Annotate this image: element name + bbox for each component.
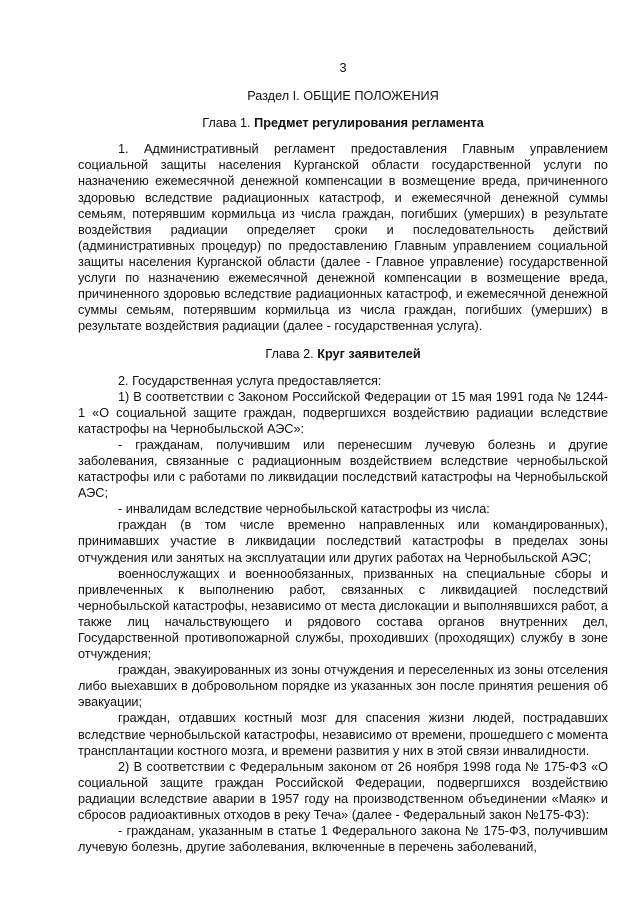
paragraph-4: - гражданам, получившим или перенесшим лучевую болезнь и другие заболевания, связанные с радиационным воздействием вследствие чернобыльской катастрофы или с работами по ликвидации последствий катастрофы на Чернобыльской АЭС; (78, 437, 608, 501)
page-number: 3 (339, 61, 347, 75)
chapter-2-prefix: Глава 2. (265, 347, 318, 362)
paragraph-2: 2. Государственная услуга предоставляется: (118, 373, 382, 388)
document-page (78, 60, 608, 855)
paragraph-9: граждан, отдавших костный мозг для спасения жизни людей, пострадавших вследствие чернобыльской катастрофы, независимо от времени, прошедшего с момента трансплантации костного мозга, и времени развития у них в этой связи инвалидности. (78, 711, 608, 758)
section-title: Раздел I. ОБЩИЕ ПОЛОЖЕНИЯ (247, 89, 439, 104)
paragraph-11: - гражданам, указанным в статье 1 Федерального закона № 175-ФЗ, получившим лучевую болезнь, другие заболевания, включенные в перечень заболеваний, (78, 824, 608, 855)
chapter-1-heading (78, 115, 608, 131)
paragraph-1: 1. Административный регламент предоставления Главным управлением социальной защиты населения Курганской области государственной услуги по назначению ежемесячной денежной компенсации в возмещение вреда, причиненного здоровью вследствие радиационных катастроф, и ежемесячной денежной суммы семьям, потерявшим кормильца из числа граждан, погибших (умерших) в результате воздействия радиации определяет сроки и последовательность действий (административных процедур) по предоставлению Главным управлением социальной защиты населения Курганской области (далее - Главное управление) государственной услуги по назначению ежемесячной денежной компенсации в возмещение вреда, причиненного здоровью вследствие радиационных катастроф, и ежемесячной денежной суммы семьям, потерявшим кормильца из числа граждан, погибших (умерших) в результате воздействия радиации (далее - государственная услуга). (78, 142, 608, 334)
paragraph-10: 2) В соответствии с Федеральным законом от 26 ноября 1998 года № 175-ФЗ «О социальной защите граждан Российской Федерации, подвергшихся воздействию радиации вследствие аварии в 1957 году на производственном объединении «Маяк» и сбросов радиоактивных отходов в реку Теча» (далее - Федеральный закон №175-ФЗ): (78, 759, 608, 823)
paragraph-3: 1) В соответствии с Законом Российской Федерации от 15 мая 1991 года № 1244-1 «О социальной защите граждан, подвергшихся воздействию радиации вследствие катастрофы на Чернобыльской АЭС»: (78, 389, 608, 436)
chapter-2-heading (78, 346, 608, 362)
paragraph-5: - инвалидам вследствие чернобыльской катастрофы из числа: (118, 502, 490, 517)
chapter-1-title: Предмет регулирования регламента (254, 116, 484, 131)
chapter-2-title: Круг заявителей (317, 347, 421, 362)
paragraph-7: военнослужащих и военнообязанных, призванных на специальные сборы и привлеченных к выполнению работ, связанных с ликвидацией последствий чернобыльской катастрофы, независимо от места дислокации и выполнявшихся работ, а также лиц начальствующего и рядового состава органов внутренних дел, Государственной противопожарной службы, проходивших (проходящих) службу в зоне отчуждения; (78, 566, 608, 662)
paragraph-8: граждан, эвакуированных из зоны отчуждения и переселенных из зоны отселения либо выехавших в добровольном порядке из указанных зон после принятия решения об эвакуации; (78, 663, 608, 710)
paragraph-6: граждан (в том числе временно направленных или командированных), принимавших участие в ликвидации последствий катастрофы в пределах зоны отчуждения или занятых на эксплуатации или других работах на Чернобыльской АЭС; (78, 518, 608, 565)
chapter-1-prefix: Глава 1. (202, 116, 255, 131)
